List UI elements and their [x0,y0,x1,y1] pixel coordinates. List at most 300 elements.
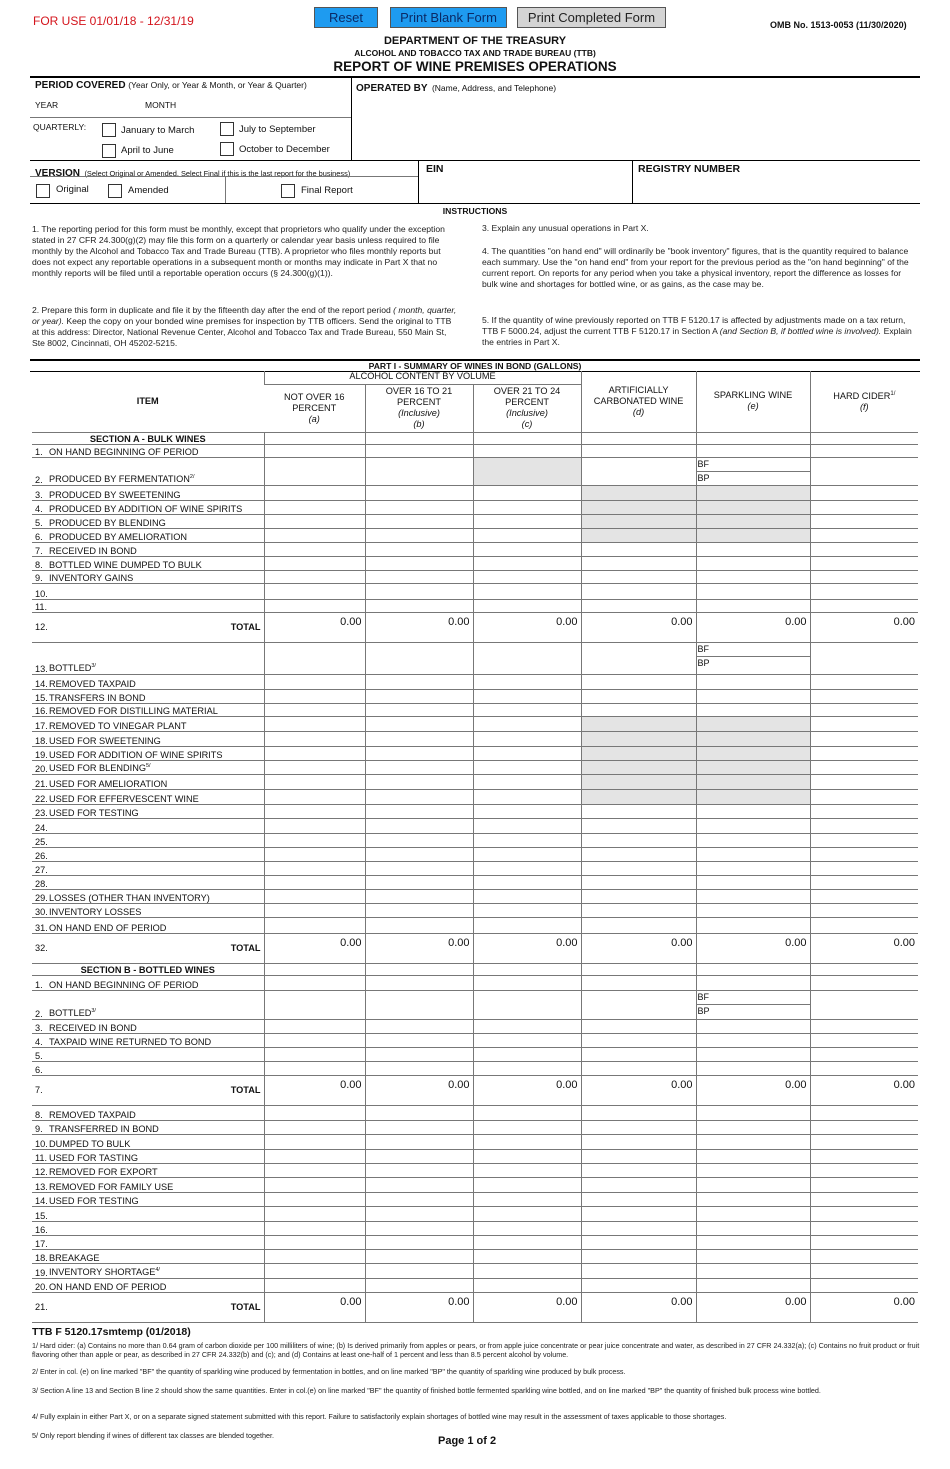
data-cell[interactable] [473,774,581,789]
data-cell[interactable] [581,570,696,583]
data-cell[interactable] [696,528,810,542]
data-cell[interactable] [365,703,473,716]
data-cell[interactable] [473,1120,581,1134]
data-cell[interactable] [696,500,810,514]
data-cell[interactable] [581,847,696,861]
data-cell[interactable] [365,457,473,485]
data-cell[interactable] [473,861,581,875]
data-cell[interactable] [696,804,810,818]
data-cell[interactable] [473,1192,581,1206]
original-checkbox[interactable] [36,184,50,198]
data-cell[interactable] [581,818,696,833]
data-cell[interactable] [810,1019,918,1033]
data-cell[interactable] [581,1061,696,1075]
data-cell[interactable] [264,1249,365,1263]
data-cell[interactable] [365,903,473,917]
data-cell[interactable] [810,716,918,731]
data-cell[interactable] [365,1221,473,1235]
data-cell[interactable] [581,689,696,703]
data-cell[interactable] [473,1163,581,1177]
data-cell[interactable] [810,975,918,990]
data-cell[interactable] [810,500,918,514]
data-cell[interactable] [365,599,473,612]
data-cell[interactable] [810,847,918,861]
data-cell[interactable] [696,1192,810,1206]
data-cell[interactable] [365,889,473,903]
data-cell[interactable] [365,570,473,583]
data-cell[interactable] [264,528,365,542]
data-cell[interactable] [264,570,365,583]
data-cell[interactable] [473,975,581,990]
data-cell[interactable] [264,1263,365,1278]
data-cell[interactable] [581,432,696,444]
data-cell[interactable] [810,1278,918,1292]
total-cell[interactable]: 0.00 [581,612,696,642]
data-cell[interactable] [810,514,918,528]
data-cell[interactable] [810,804,918,818]
data-cell[interactable] [473,1235,581,1249]
data-cell[interactable] [264,703,365,716]
data-cell[interactable] [473,432,581,444]
data-cell[interactable] [365,583,473,599]
data-cell[interactable] [696,1149,810,1163]
data-cell[interactable] [365,990,473,1019]
data-cell[interactable] [264,1149,365,1163]
data-cell[interactable] [696,875,810,889]
data-cell[interactable] [264,833,365,847]
data-cell[interactable] [581,1278,696,1292]
data-cell[interactable] [581,789,696,804]
data-cell[interactable] [365,689,473,703]
data-cell[interactable] [581,599,696,612]
data-cell[interactable] [581,1033,696,1047]
data-cell[interactable] [696,1235,810,1249]
total-cell[interactable]: 0.00 [264,612,365,642]
amended-checkbox[interactable] [108,184,122,198]
data-cell[interactable] [810,1047,918,1061]
data-cell[interactable] [473,1278,581,1292]
data-cell[interactable] [810,1177,918,1192]
data-cell[interactable] [810,963,918,975]
total-cell[interactable]: 0.00 [264,933,365,963]
data-cell[interactable] [365,1206,473,1221]
data-cell[interactable] [473,1047,581,1061]
data-cell[interactable] [810,689,918,703]
data-cell[interactable] [473,1061,581,1075]
data-cell[interactable] [810,1263,918,1278]
data-cell[interactable] [264,917,365,933]
data-cell[interactable] [810,917,918,933]
data-cell[interactable] [365,432,473,444]
data-cell[interactable] [810,818,918,833]
data-cell[interactable] [581,903,696,917]
data-cell[interactable] [473,500,581,514]
data-cell[interactable] [581,703,696,716]
data-cell[interactable] [365,1235,473,1249]
total-cell[interactable]: 0.00 [365,1075,473,1105]
data-cell[interactable] [696,760,810,774]
data-cell[interactable] [365,642,473,674]
data-cell[interactable] [264,716,365,731]
data-cell[interactable] [696,731,810,746]
data-cell[interactable] [810,861,918,875]
data-cell[interactable] [696,1177,810,1192]
data-cell[interactable] [810,889,918,903]
data-cell[interactable] [581,542,696,556]
data-cell[interactable] [473,917,581,933]
data-cell[interactable] [365,514,473,528]
data-cell[interactable] [264,760,365,774]
total-cell[interactable]: 0.00 [810,612,918,642]
data-cell[interactable] [264,1105,365,1120]
data-cell[interactable] [264,731,365,746]
data-cell[interactable] [365,875,473,889]
data-cell[interactable] [581,500,696,514]
data-cell[interactable] [264,599,365,612]
data-cell[interactable] [365,760,473,774]
print-completed-form-button[interactable]: Print Completed Form [517,7,666,28]
data-cell[interactable] [810,1249,918,1263]
data-cell[interactable] [365,1033,473,1047]
data-cell[interactable] [473,963,581,975]
data-cell[interactable] [581,833,696,847]
data-cell[interactable] [581,642,696,674]
data-cell[interactable] [810,599,918,612]
total-cell[interactable]: 0.00 [473,612,581,642]
data-cell[interactable] [696,1263,810,1278]
data-cell[interactable] [264,1278,365,1292]
data-cell[interactable] [264,1177,365,1192]
data-cell[interactable] [264,1061,365,1075]
data-cell[interactable] [696,746,810,760]
data-cell[interactable] [365,1163,473,1177]
data-cell[interactable] [581,760,696,774]
data-cell[interactable] [696,818,810,833]
data-cell[interactable] [264,804,365,818]
data-cell[interactable] [696,514,810,528]
data-cell[interactable] [581,804,696,818]
data-cell[interactable] [581,1163,696,1177]
data-cell[interactable] [365,1120,473,1134]
final-report-checkbox[interactable] [281,184,295,198]
data-cell[interactable] [581,1177,696,1192]
data-cell[interactable] [810,485,918,500]
data-cell[interactable] [264,583,365,599]
data-cell[interactable] [473,1149,581,1163]
data-cell[interactable] [473,570,581,583]
data-cell[interactable] [473,903,581,917]
data-cell[interactable] [473,731,581,746]
data-cell[interactable] [473,847,581,861]
data-cell[interactable] [365,1177,473,1192]
total-cell[interactable]: 0.00 [473,933,581,963]
data-cell[interactable] [581,1120,696,1134]
data-cell[interactable] [365,833,473,847]
data-cell[interactable] [810,444,918,457]
data-cell[interactable] [581,485,696,500]
data-cell[interactable] [581,774,696,789]
data-cell[interactable] [264,861,365,875]
data-cell[interactable] [473,804,581,818]
data-cell[interactable] [473,1177,581,1192]
data-cell[interactable] [264,774,365,789]
data-cell[interactable] [581,1019,696,1033]
data-cell[interactable] [264,542,365,556]
data-cell[interactable] [264,500,365,514]
data-cell[interactable] [581,889,696,903]
total-cell[interactable]: 0.00 [581,1292,696,1322]
data-cell[interactable] [581,1192,696,1206]
data-cell[interactable] [365,1134,473,1149]
data-cell[interactable] [810,1149,918,1163]
data-cell[interactable] [264,1120,365,1134]
data-cell[interactable] [264,746,365,760]
data-cell[interactable] [810,1105,918,1120]
data-cell[interactable] [473,818,581,833]
data-cell[interactable] [696,1019,810,1033]
data-cell[interactable] [696,847,810,861]
total-cell[interactable]: 0.00 [696,1292,810,1322]
data-cell[interactable] [810,731,918,746]
total-cell[interactable]: 0.00 [365,1292,473,1322]
data-cell[interactable] [264,789,365,804]
data-cell[interactable] [473,642,581,674]
data-cell[interactable] [696,444,810,457]
data-cell[interactable] [473,875,581,889]
data-cell[interactable] [581,556,696,570]
total-cell[interactable]: 0.00 [696,612,810,642]
data-cell[interactable] [696,556,810,570]
total-cell[interactable]: 0.00 [365,933,473,963]
data-cell[interactable] [581,975,696,990]
data-cell[interactable] [264,432,365,444]
data-cell[interactable] [473,528,581,542]
data-cell[interactable] [264,1019,365,1033]
data-cell[interactable] [810,1221,918,1235]
total-cell[interactable]: 0.00 [473,1075,581,1105]
data-cell[interactable]: BF BP [696,457,810,485]
data-cell[interactable] [264,674,365,689]
data-cell[interactable] [473,485,581,500]
data-cell[interactable] [473,674,581,689]
q1-checkbox[interactable] [102,123,116,137]
data-cell[interactable] [810,542,918,556]
print-blank-form-button[interactable]: Print Blank Form [390,7,507,28]
data-cell[interactable] [473,746,581,760]
data-cell[interactable] [696,1163,810,1177]
data-cell[interactable] [473,583,581,599]
q3-checkbox[interactable] [220,122,234,136]
data-cell[interactable] [365,917,473,933]
total-cell[interactable]: 0.00 [810,1075,918,1105]
data-cell[interactable] [696,789,810,804]
data-cell[interactable] [581,1047,696,1061]
data-cell[interactable] [810,1235,918,1249]
data-cell[interactable] [264,1192,365,1206]
data-cell[interactable] [473,1263,581,1278]
total-cell[interactable]: 0.00 [581,933,696,963]
data-cell[interactable] [696,889,810,903]
data-cell[interactable] [473,1105,581,1120]
data-cell[interactable] [581,1206,696,1221]
total-cell[interactable]: 0.00 [810,1292,918,1322]
data-cell[interactable] [264,1033,365,1047]
data-cell[interactable] [810,1061,918,1075]
data-cell[interactable] [264,514,365,528]
total-cell[interactable]: 0.00 [264,1075,365,1105]
data-cell[interactable] [264,556,365,570]
data-cell[interactable] [473,760,581,774]
data-cell[interactable] [365,444,473,457]
total-cell[interactable]: 0.00 [473,1292,581,1322]
data-cell[interactable] [581,1263,696,1278]
data-cell[interactable] [696,1033,810,1047]
data-cell[interactable] [810,1206,918,1221]
data-cell[interactable] [264,642,365,674]
data-cell[interactable] [264,1163,365,1177]
data-cell[interactable] [264,818,365,833]
data-cell[interactable] [365,847,473,861]
data-cell[interactable] [810,457,918,485]
data-cell[interactable] [473,689,581,703]
data-cell[interactable] [696,774,810,789]
data-cell[interactable] [581,746,696,760]
data-cell[interactable] [696,1120,810,1134]
data-cell[interactable] [264,457,365,485]
data-cell[interactable] [264,1134,365,1149]
data-cell[interactable] [696,1249,810,1263]
data-cell[interactable] [810,528,918,542]
data-cell[interactable] [581,444,696,457]
data-cell[interactable] [365,1263,473,1278]
data-cell[interactable] [365,1278,473,1292]
data-cell[interactable] [473,1221,581,1235]
data-cell[interactable] [696,570,810,583]
data-cell[interactable] [473,1033,581,1047]
data-cell[interactable] [810,432,918,444]
reset-button[interactable]: Reset [314,7,378,28]
data-cell[interactable] [696,703,810,716]
data-cell[interactable] [810,774,918,789]
data-cell[interactable] [264,975,365,990]
data-cell[interactable] [365,818,473,833]
data-cell[interactable] [365,975,473,990]
data-cell[interactable] [696,975,810,990]
data-cell[interactable] [365,804,473,818]
data-cell[interactable] [581,1105,696,1120]
q2-checkbox[interactable] [102,144,116,158]
data-cell[interactable] [696,583,810,599]
data-cell[interactable] [264,875,365,889]
data-cell[interactable] [365,674,473,689]
data-cell[interactable] [473,599,581,612]
data-cell[interactable] [365,528,473,542]
data-cell[interactable] [473,703,581,716]
data-cell[interactable] [810,674,918,689]
data-cell[interactable] [264,1235,365,1249]
data-cell[interactable] [810,1192,918,1206]
data-cell[interactable] [696,1105,810,1120]
data-cell[interactable] [696,1061,810,1075]
data-cell[interactable] [581,583,696,599]
data-cell[interactable] [581,457,696,485]
data-cell[interactable] [264,1221,365,1235]
data-cell[interactable] [696,689,810,703]
data-cell[interactable] [810,760,918,774]
data-cell[interactable] [264,903,365,917]
data-cell[interactable] [365,542,473,556]
data-cell[interactable] [810,1033,918,1047]
data-cell[interactable] [696,432,810,444]
data-cell[interactable] [696,917,810,933]
data-cell[interactable] [264,963,365,975]
data-cell[interactable] [696,1221,810,1235]
data-cell[interactable]: BF BP [696,990,810,1019]
data-cell[interactable] [810,833,918,847]
data-cell[interactable] [581,716,696,731]
data-cell[interactable] [473,1019,581,1033]
data-cell[interactable] [696,599,810,612]
data-cell[interactable] [581,917,696,933]
data-cell[interactable] [473,556,581,570]
data-cell[interactable] [696,903,810,917]
data-cell[interactable] [473,1134,581,1149]
data-cell[interactable] [581,514,696,528]
data-cell[interactable]: BF BP [696,642,810,674]
data-cell[interactable] [473,542,581,556]
data-cell[interactable] [264,444,365,457]
data-cell[interactable] [264,689,365,703]
data-cell[interactable] [264,485,365,500]
data-cell[interactable] [473,1206,581,1221]
data-cell[interactable] [696,716,810,731]
data-cell[interactable] [365,1061,473,1075]
data-cell[interactable] [365,861,473,875]
data-cell[interactable] [696,542,810,556]
data-cell[interactable] [810,789,918,804]
data-cell[interactable] [810,875,918,889]
data-cell[interactable] [473,889,581,903]
data-cell[interactable] [264,990,365,1019]
total-cell[interactable]: 0.00 [696,1075,810,1105]
data-cell[interactable] [473,1249,581,1263]
data-cell[interactable] [810,1134,918,1149]
total-cell[interactable]: 0.00 [696,933,810,963]
total-cell[interactable]: 0.00 [810,933,918,963]
data-cell[interactable] [473,990,581,1019]
data-cell[interactable] [696,1206,810,1221]
data-cell[interactable] [365,500,473,514]
data-cell[interactable] [473,514,581,528]
data-cell[interactable] [581,990,696,1019]
data-cell[interactable] [581,861,696,875]
data-cell[interactable] [581,1149,696,1163]
data-cell[interactable] [581,674,696,689]
data-cell[interactable] [810,903,918,917]
data-cell[interactable] [696,1047,810,1061]
data-cell[interactable] [365,1019,473,1033]
q4-checkbox[interactable] [220,142,234,156]
data-cell[interactable] [810,642,918,674]
data-cell[interactable] [365,746,473,760]
data-cell[interactable] [696,1278,810,1292]
data-cell[interactable] [473,833,581,847]
data-cell[interactable] [810,1163,918,1177]
data-cell[interactable] [264,1206,365,1221]
data-cell[interactable] [810,990,918,1019]
data-cell[interactable] [365,1192,473,1206]
data-cell[interactable] [581,875,696,889]
